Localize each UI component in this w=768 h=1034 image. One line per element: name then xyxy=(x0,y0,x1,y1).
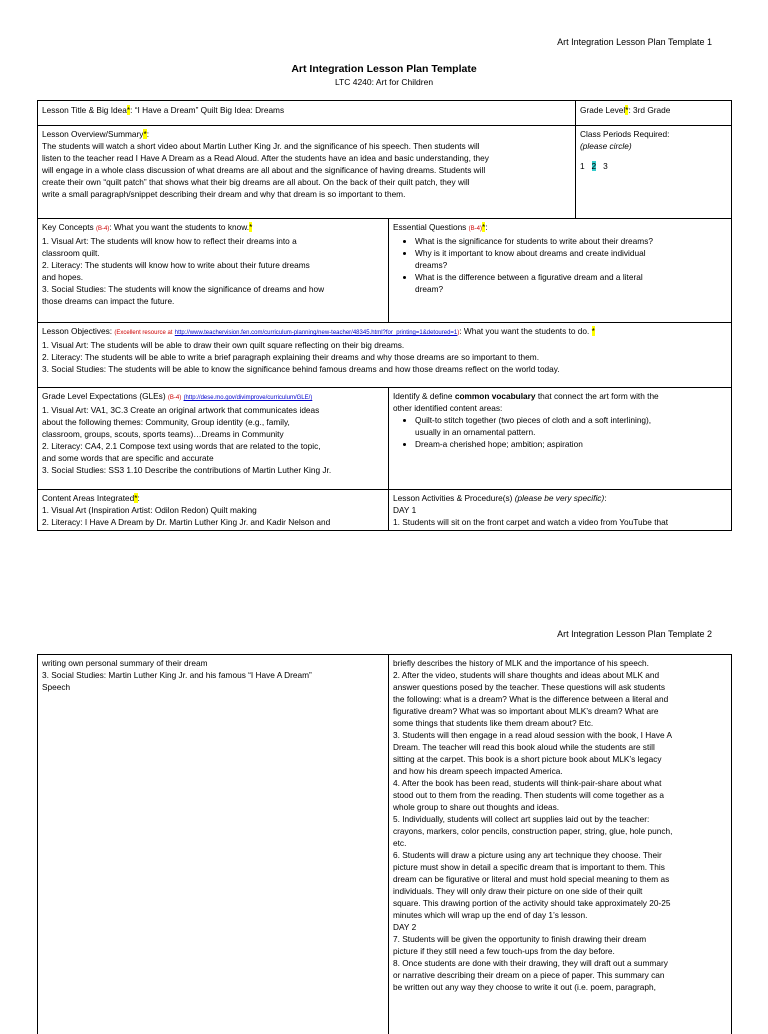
content-area-line: 3. Social Studies: Martin Luther King Jr. and his famous “I Have A Dream” xyxy=(42,670,312,680)
key-concept-line: 1. Visual Art: The students will know how to reflect their dreams into a xyxy=(42,236,297,246)
content-areas-cell: Content Areas Integrated*: 1. Visual Art (Inspiration Artist: Odilon Redon) Quilt making 2. Literacy: I Have A Dream by Dr. Martin Luther King Jr. and Kadir Nelson and xyxy=(37,489,389,531)
gle-line: 1. Visual Art: VA1, 3C.3 Create an original artwork that communicates ideas xyxy=(42,405,320,415)
document-subtitle: LTC 4240: Art for Children xyxy=(334,77,434,87)
key-concepts-prompt: : What you want the students to know. xyxy=(109,222,250,232)
period-option-3[interactable]: 3 xyxy=(603,161,608,171)
period-option-2-selected[interactable]: 2 xyxy=(591,161,597,171)
running-header-page-2: Art Integration Lesson Plan Template 2 xyxy=(557,629,712,639)
activity-line: picture must show in detail a specific dream that is important to them. This xyxy=(393,862,665,872)
vocabulary-label-pre: Identify & define xyxy=(393,391,453,401)
list-item: • What is the significance for students to write about their dreams? xyxy=(415,235,727,247)
lesson-title-cell xyxy=(37,100,576,126)
vocabulary-cell xyxy=(388,387,732,490)
vocabulary-label-line2: other identified content areas: xyxy=(393,403,503,413)
grade-level-value: : 3rd Grade xyxy=(628,105,671,115)
activities-continued-cell xyxy=(388,654,732,1034)
activity-line: or narrative describing their dream on a piece of paper. This summary can xyxy=(393,970,665,980)
gles-tag: (B-4) xyxy=(167,395,182,401)
gle-line: 3. Social Studies: SS3 1.10 Describe the contributions of Martin Luther King Jr. xyxy=(42,465,332,475)
activity-line: stood out to them from the reading. Then students will come together as a xyxy=(393,790,665,800)
key-concept-line: classroom quilt. xyxy=(42,248,100,258)
required-marker: * xyxy=(481,222,486,232)
period-option-1[interactable]: 1 xyxy=(580,161,585,171)
class-periods-label: Class Periods Required: xyxy=(580,129,670,139)
activity-line: square. This drawing portion of the activity should take approximately 20-25 xyxy=(393,898,671,908)
lesson-title-value: : “I Have a Dream” Quilt Big Idea: Dreams xyxy=(130,105,285,115)
activities-note: (please be very specific) xyxy=(514,493,605,503)
objectives-label: Lesson Objectives: xyxy=(42,326,113,336)
essential-questions-cell: Essential Questions (B-4)*: • What is the significance for students to write about their dreams? • Why is it important to know about dreams and create individual dreams? • What is the difference between a figurative dream and a literal dream? xyxy=(388,218,732,323)
content-areas-continued-cell xyxy=(37,654,389,1034)
essential-questions-tag: (B-4) xyxy=(468,226,482,232)
objective-line: 3. Social Studies: The students will be able to know the significance behind famous dreams and how those dreams reflect on the world today. xyxy=(42,364,560,374)
key-concept-line: 2. Literacy: The students will know how to write about their future dreams xyxy=(42,260,310,270)
required-marker: * xyxy=(143,129,147,139)
vocabulary-label-post: that connect the art form with the xyxy=(537,391,659,401)
grade-level-label: Grade Level xyxy=(580,105,626,115)
activity-line: 4. After the book has been read, students will think-pair-share about what xyxy=(393,778,662,788)
activity-line: and how his dream speech impacted America. xyxy=(393,766,563,776)
gle-line: about the following themes: Community, Group identity (e.g., family, xyxy=(42,417,290,427)
vocabulary-label-bold: common vocabulary xyxy=(454,391,536,401)
required-marker: * xyxy=(126,105,131,115)
objectives-resource-link[interactable]: http://www.teachervision.fen.com/curriculum-planning/new-teacher/48345.html?for_printing=1&detoured=1 xyxy=(174,330,458,336)
objectives-prompt: : What you want the students to do. xyxy=(459,326,590,336)
activity-line: Dream. The teacher will read this book aloud while the students are still xyxy=(393,742,655,752)
class-periods-note: (please circle) xyxy=(580,141,632,151)
content-area-line: Speech xyxy=(42,682,71,692)
activity-line: dream can be figurative or literal and must hold special meaning to them as xyxy=(393,874,670,884)
activity-line: etc. xyxy=(393,838,407,848)
activity-line: briefly describes the history of MLK and the importance of his speech. xyxy=(393,658,649,668)
activity-line: 3. Students will then engage in a read aloud session with the book, I Have A xyxy=(393,730,673,740)
activity-line: 2. After the video, students will share thoughts and ideas about MLK and xyxy=(393,670,660,680)
activity-line: sitting at the carpet. This book is a short picture book about MLK’s legacy xyxy=(393,754,662,764)
required-marker: * xyxy=(249,222,253,232)
content-area-line: 2. Literacy: I Have A Dream by Dr. Martin Luther King Jr. and Kadir Nelson and xyxy=(42,517,331,527)
gles-cell xyxy=(37,387,389,490)
list-item: • Quilt-to stitch together (two pieces of cloth and a soft interlining), usually in an ornamental pattern. xyxy=(415,414,727,438)
objective-line: 2. Literacy: The students will be able to write a brief paragraph explaining their dreams and why those dreams are so important to them. xyxy=(42,352,539,362)
essential-questions-list xyxy=(393,235,727,295)
key-concepts-label: Key Concepts xyxy=(42,222,94,232)
activity-line: be written out any way they choose to write it out (i.e. poem, paragraph, xyxy=(393,982,656,992)
gle-line: and some words that are specific and accurate xyxy=(42,453,214,463)
activity-line: minutes which will wrap up the end of day 1’s lesson. xyxy=(393,910,588,920)
activity-line: answer questions posed by the teacher. These questions will ask students xyxy=(393,682,665,692)
activity-line: 5. Individually, students will collect art supplies laid out by the teacher: xyxy=(393,814,650,824)
objective-line: 1. Visual Art: The students will be able to draw their own quilt square reflecting on their big dreams. xyxy=(42,340,405,350)
overview-line: will engage in a whole class discussion of what dreams are all about and the significance of having dreams. Students will xyxy=(42,165,486,175)
content-areas-label: Content Areas Integrated xyxy=(42,493,135,503)
activity-line: the following: what is a dream? What is the difference between a literal and xyxy=(393,694,669,704)
activity-line: picture if they still need a few touch-ups from the day before. xyxy=(393,946,615,956)
lesson-title-label: Lesson Title & Big Idea xyxy=(42,105,127,115)
overview-line: listen to the teacher read I Have A Dream as a Read Aloud. After the students have an idea and basic understanding, they xyxy=(42,153,489,163)
required-marker: * xyxy=(134,493,138,503)
list-item: • Why is it important to know about dreams and create individual dreams? xyxy=(415,247,727,271)
activity-line: 8. Once students are done with their drawing, they will draft out a summary xyxy=(393,958,668,968)
list-item: • Dream-a cherished hope; ambition; aspiration xyxy=(415,438,727,450)
activity-line: whole group to share out thoughts and ideas. xyxy=(393,802,560,812)
activity-line: figurative dream? What was so important about MLK’s dream? What are xyxy=(393,706,659,716)
activity-line: 1. Students will sit on the front carpet and watch a video from YouTube that xyxy=(393,517,669,527)
key-concept-line: 3. Social Studies: The students will know the significance of dreams and how xyxy=(42,284,325,294)
gles-label: Grade Level Expectations (GLEs) xyxy=(42,391,166,401)
key-concept-line: those dreams can impact the future. xyxy=(42,296,175,306)
overview-line: write a small paragraph/snippet describing their dream and why that dream is so important to them. xyxy=(42,189,406,199)
activity-line: DAY 1 xyxy=(393,505,417,515)
activity-line: 6. Students will draw a picture using any art technique they choose. Their xyxy=(393,850,662,860)
overview-label: Lesson Overview/Summary xyxy=(42,129,144,139)
list-item: • What is the difference between a figurative dream and a literal dream? xyxy=(415,271,727,295)
grade-level-cell xyxy=(575,100,732,126)
activity-line: 7. Students will be given the opportunity to finish drawing their dream xyxy=(393,934,647,944)
overview-line: create their own “quilt patch” that shows what their big dreams are all about. On the back of their quilt patch, they will xyxy=(42,177,470,187)
required-marker: * xyxy=(625,105,629,115)
key-concepts-tag: (B-4) xyxy=(95,226,110,232)
activity-line: some things that students like them dream about? Etc. xyxy=(393,718,594,728)
overview-cell: Lesson Overview/Summary*: The students will watch a short video about Martin Luther King Jr. and the significance of his speech. Then students will listen to the teacher read I Have A Dream as a Read Aloud. After the students have an idea and basic understanding, they will engage in a whole class discussion of what dreams are all about and the significance of having dreams. Students will create their own “quilt patch” that shows what their big dreams are all about. On the back of their quilt patch, they will write a small paragraph/snippet describing their dream and why that dream is so important to them. xyxy=(37,125,576,219)
activities-label: Lesson Activities & Procedure(s) xyxy=(393,493,513,503)
document-title: Art Integration Lesson Plan Template xyxy=(291,63,477,75)
vocabulary-list xyxy=(393,414,727,450)
content-area-line: 1. Visual Art (Inspiration Artist: Odilon Redon) Quilt making xyxy=(42,505,257,515)
activity-line: DAY 2 xyxy=(393,922,417,932)
essential-questions-label: Essential Questions xyxy=(393,222,467,232)
objectives-resource-end: ) xyxy=(457,330,460,336)
running-header: Art Integration Lesson Plan Template 1 xyxy=(557,37,712,47)
overview-line: The students will watch a short video about Martin Luther King Jr. and the significance of his speech. Then students will xyxy=(42,141,480,151)
objectives-resource: (Excellent resource at xyxy=(114,330,173,336)
gle-line: classroom, groups, scouts, sports teams)…Dreams in Community xyxy=(42,429,284,439)
activity-line: crayons, markers, color pencils, construction paper, string, glue, hole punch, xyxy=(393,826,673,836)
content-area-line: writing own personal summary of their dream xyxy=(42,658,208,668)
activity-line: individuals. They will only draw their picture on one side of their quilt xyxy=(393,886,643,896)
key-concept-line: and hopes. xyxy=(42,272,84,282)
gle-line: 2. Literacy: CA4, 2.1 Compose text using words that are related to the topic, xyxy=(42,441,321,451)
required-marker: * xyxy=(591,326,595,336)
activities-cell: Lesson Activities & Procedure(s) (please be very specific): DAY 1 1. Students will sit on the front carpet and watch a video from YouTube that xyxy=(388,489,732,531)
gles-link[interactable]: (http://dese.mo.gov/divimprove/curriculum/GLE/) xyxy=(183,395,313,401)
objectives-cell xyxy=(37,322,732,388)
key-concepts-cell xyxy=(37,218,389,323)
class-periods-cell xyxy=(575,125,732,219)
